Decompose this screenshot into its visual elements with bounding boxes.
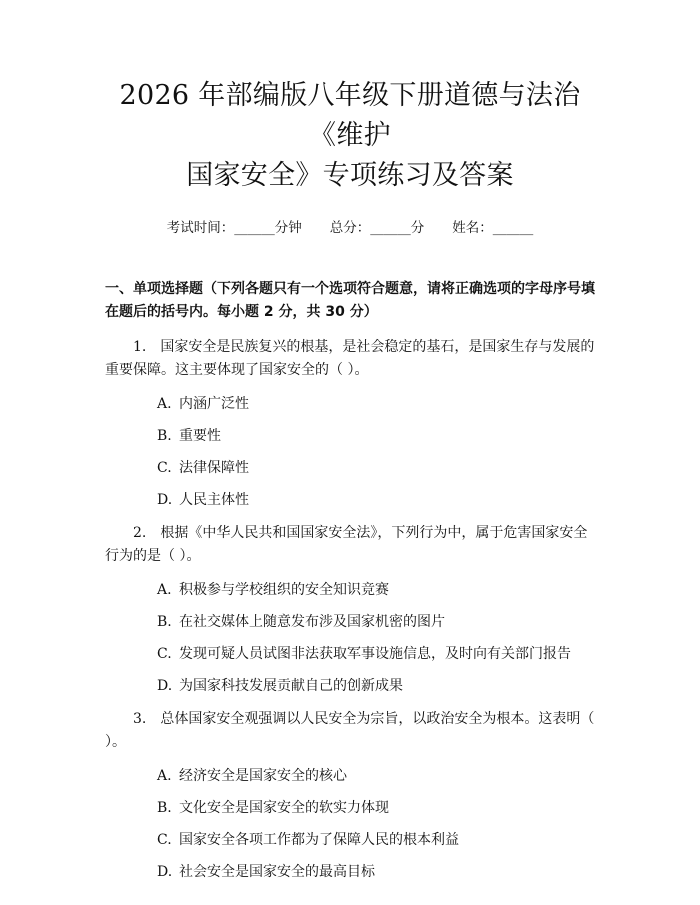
question-number: 3. [133, 711, 147, 727]
option-text: 经济安全是国家安全的核心 [179, 768, 347, 784]
option-letter: A. [157, 396, 172, 412]
option-letter: A. [157, 582, 172, 598]
option-letter: D. [157, 492, 173, 508]
question-number: 1. [133, 339, 147, 355]
option-letter: C. [157, 460, 172, 476]
question-stem [105, 708, 595, 754]
option-item [105, 798, 595, 818]
option-letter: C. [157, 646, 172, 662]
option-text: 文化安全是国家安全的软实力体现 [179, 800, 389, 816]
title-line-1: 2026 年部编版八年级下册道德与法治《维护 [119, 80, 581, 151]
question-text: 国家安全是民族复兴的根基，是社会稳定的基石，是国家生存与发展的重要保障。这主要体现了国家安全的（ ）。 [105, 339, 595, 378]
option-text: 国家安全各项工作都为了保障人民的根本利益 [179, 832, 459, 848]
option-letter: D. [157, 864, 173, 880]
exam-meta [105, 218, 595, 238]
option-text: 重要性 [179, 428, 221, 444]
option-text: 发现可疑人员试图非法获取军事设施信息，及时向有关部门报告 [179, 646, 571, 662]
option-letter: B. [157, 800, 172, 816]
question-block [105, 336, 595, 510]
total-score-field: 总分：______分 [329, 220, 425, 236]
option-item [105, 580, 595, 600]
option-letter: C. [157, 832, 172, 848]
question-block [105, 522, 595, 696]
option-item [105, 490, 595, 510]
option-item [105, 458, 595, 478]
question-stem [105, 336, 595, 382]
section-heading-single-choice: 一、单项选择题（下列各题只有一个选项符合题意，请将正确选项的字母序号填在题后的括号内。每小题 2 分，共 30 分） [105, 281, 595, 320]
option-item [105, 644, 595, 664]
option-item [105, 612, 595, 632]
question-text: 根据《中华人民共和国国家安全法》，下列行为中，属于危害国家安全行为的是（ ）。 [105, 525, 588, 564]
option-item [105, 426, 595, 446]
document-title [105, 0, 595, 196]
option-text: 社会安全是国家安全的最高目标 [179, 864, 375, 880]
exam-time-field: 考试时间：______分钟 [166, 220, 302, 236]
question-number: 2. [133, 525, 147, 541]
option-text: 法律保障性 [179, 460, 249, 476]
question-block [105, 708, 595, 882]
question-stem [105, 522, 595, 568]
option-text: 积极参与学校组织的安全知识竞赛 [179, 582, 389, 598]
option-letter: B. [157, 614, 172, 630]
option-item [105, 862, 595, 882]
option-item [105, 830, 595, 850]
option-text: 为国家科技发展贡献自己的创新成果 [179, 678, 403, 694]
option-text: 人民主体性 [179, 492, 249, 508]
option-text: 在社交媒体上随意发布涉及国家机密的图片 [179, 614, 445, 630]
question-text: 总体国家安全观强调以人民安全为宗旨，以政治安全为根本。这表明（ ）。 [105, 711, 595, 750]
option-item [105, 676, 595, 696]
option-letter: D. [157, 678, 173, 694]
option-letter: B. [157, 428, 172, 444]
option-text: 内涵广泛性 [179, 396, 249, 412]
student-name-field: 姓名：______ [452, 220, 534, 236]
option-item [105, 394, 595, 414]
title-line-2: 国家安全》专项练习及答案 [186, 160, 514, 191]
option-letter: A. [157, 768, 172, 784]
option-item [105, 766, 595, 786]
